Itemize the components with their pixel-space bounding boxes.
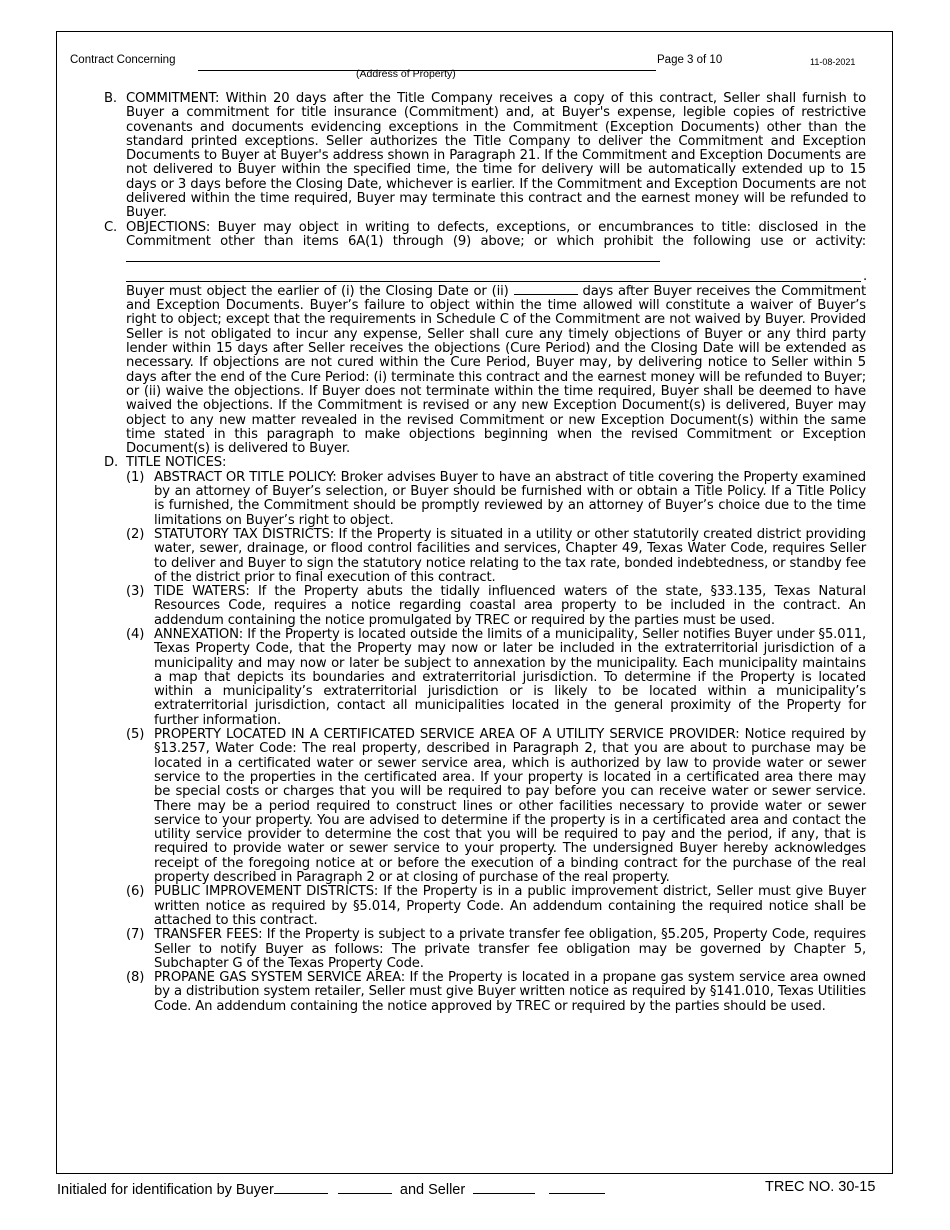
title-notice-number: (4) [126, 626, 145, 642]
period: . [862, 268, 867, 284]
section-c-text-a: Buyer must object the earlier of (i) the Closing Date or (ii) [126, 283, 509, 299]
seller-initial-1[interactable] [473, 1179, 535, 1194]
title-notice-text: ABSTRACT OR TITLE POLICY: Broker advises Buyer to have an abstract of title covering the Property examined by an attorney of Buyer’s selection, or Buyer should be furnished with or obtain a Title Policy. If a Title Policy is furnished, the Commitment should be promptly reviewed by an attorney of Buyer’s choice due to the time limitations on Buyer’s right to object. [154, 469, 866, 528]
form-date: 11-08-2021 [810, 57, 856, 67]
title-notice-text: PUBLIC IMPROVEMENT DISTRICTS: If the Property is in a public improvement district, Seller must give Buyer written notice as required by §5.014, Property Code. An addendum containing the required notice shall be attached to this contract. [154, 884, 866, 928]
title-notice-item [0, 928, 950, 971]
use-activity-blank-line2[interactable] [126, 267, 867, 284]
form-number: TREC NO. 30-15 [765, 1179, 876, 1195]
title-notice-text: PROPANE GAS SYSTEM SERVICE AREA: If the Property is located in a propane gas system service area owned by a distribution system retailer, Seller must give Buyer written notice as required by §141.010, Texas Utilities Code. An addendum containing the notice approved by TREC or required by the parties should be used. [154, 970, 866, 1014]
title-notice-number: (1) [126, 469, 145, 485]
title-notice-number: (6) [126, 884, 145, 900]
use-activity-blank[interactable] [126, 249, 660, 262]
section-c-text-b: days after Buyer receives the Commitment and Exception Documents. Buyer’s failure to object within the time allowed will constitute a waiver of Buyer’s right to object; except that the requirements in Schedule C of the Commitment are not waived by Buyer. Provided Seller is not obligated to incur any expense, Seller shall cure any timely objections of Buyer or any third party lender within 15 days after Seller receives the objections (Cure Period) and the Closing Date will be extended as necessary. If objections are not cured within the Cure Period, Buyer may, by delivering notice to Seller within 5 days after the end of the Cure Period: (i) terminate this contract and the earnest money will be refunded to Buyer; or (ii) waive the objections. If Buyer does not terminate within the time required, Buyer shall be deemed to have waived the objections. If the Commitment is revised or any new Exception Document(s) is delivered, Buyer may object to any new matter revealed in the revised Commitment or new Exception Document(s) within the same time stated in this paragraph to make objections beginning when the revised Commitment or Exception Document(s) is delivered to Buyer. [126, 283, 866, 457]
section-b-text: COMMITMENT: Within 20 days after the Title Company receives a copy of this contract, Seller shall furnish to Buyer a commitment for title insurance (Commitment) and, at Buyer's expense, legible copies of restrictive covenants and documents evidencing exceptions in the Commitment (Exception Documents) other than the standard printed exceptions. Seller authorizes the Title Company to deliver the Commitment and Exception Documents to Buyer at Buyer's address shown in Paragraph 21. If the Commitment and Exception Documents are not delivered to Buyer within the specified time, the time for delivery will be automatically extended up to 15 days or 3 days before the Closing Date, whichever is earlier. If the Commitment and Exception Documents are not delivered within the time required, Buyer may terminate this contract and the earnest money will be refunded to Buyer. [126, 91, 866, 221]
footer-initialed-label: Initialed for identification by Buyer [57, 1182, 274, 1198]
section-d-title: TITLE NOTICES: [126, 455, 227, 471]
footer-initials [57, 1179, 605, 1198]
title-notice-text: TIDE WATERS: If the Property abuts the tidally influenced waters of the state, §33.135, Texas Natural Resources Code, requires a notice regarding coastal area property to be included in the contract. An addendum containing the notice promulgated by TREC or required by the parties must be used. [154, 584, 866, 628]
title-notice-item [0, 971, 950, 1014]
objection-days-blank[interactable] [514, 282, 578, 295]
section-d-label: D. [104, 455, 119, 471]
section-d [0, 456, 950, 470]
contract-concerning-label: Contract Concerning [70, 54, 176, 66]
title-notice-item [0, 728, 950, 885]
document-body [0, 92, 950, 1014]
buyer-initial-1[interactable] [274, 1179, 328, 1194]
title-notice-number: (5) [126, 727, 145, 743]
title-notice-item [0, 528, 950, 585]
title-notice-text: STATUTORY TAX DISTRICTS: If the Property is situated in a utility or other statutorily created district providing water, sewer, drainage, or flood control facilities and services, Chapter 49, Texas Water Code, requires Seller to deliver and Buyer to sign the statutory notice relating to the tax rate, bonded indebtedness, or standby fee of the district prior to final execution of this contract. [154, 526, 866, 585]
section-b [0, 92, 950, 221]
title-notices-list [0, 471, 950, 1014]
title-notice-text: PROPERTY LOCATED IN A CERTIFICATED SERVICE AREA OF A UTILITY SERVICE PROVIDER: Notice required by §13.257, Water Code: The real property, described in Paragraph 2, that you are about to purchase may be located in a certificated water or sewer service area, which is authorized by law to provide water or sewer service to the properties in the certificated area. If your property is located in a certificated area there may be special costs or charges that you will be required to pay before you can receive water or sewer service. There may be a period required to construct lines or other facilities necessary to provide water or sewer service to your property. You are advised to determine if the property is in a certificated area and contact the utility service provider to determine the cost that you will be required to pay and the period, if any, that is required to provide water or sewer service to your property. The undersigned Buyer hereby acknowledges receipt of the foregoing notice at or before the execution of a binding contract for the purchase of the real property described in Paragraph 2 or at closing of purchase of the real property. [154, 727, 866, 886]
section-c-label: C. [104, 219, 118, 235]
seller-initial-2[interactable] [549, 1179, 605, 1194]
address-caption: (Address of Property) [356, 68, 456, 80]
section-c [0, 221, 950, 457]
title-notice-number: (3) [126, 584, 145, 600]
title-notice-text: TRANSFER FEES: If the Property is subject to a private transfer fee obligation, §5.205, Property Code, requires Seller to notify Buyer as follows: The private transfer fee obligation may be governed by Chapter 5, Subchapter G of the Texas Property Code. [154, 927, 866, 971]
title-notice-item [0, 471, 950, 528]
footer-and-seller: and Seller [399, 1182, 466, 1198]
section-c-intro: OBJECTIONS: Buyer may object in writing to defects, exceptions, or encumbrances to title: disclosed in the Commitment other than items 6A(1) through (9) above; or which prohibit the following use or activity: [126, 219, 866, 249]
section-b-label: B. [104, 91, 117, 106]
title-notice-item [0, 885, 950, 928]
title-notice-text: ANNEXATION: If the Property is located outside the limits of a municipality, Seller notifies Buyer under §5.011, Texas Property Code, that the Property may now or later be included in the extraterritorial jurisdiction of a municipality and may now or later be subject to annexation by the municipality. Each municipality maintains a map that depicts its boundaries and extraterritorial jurisdiction. To determine if the Property is located within a municipality’s extraterritorial jurisdiction or is likely to be located within a municipality’s extraterritorial jurisdiction, contact all municipalities located in the general proximity of the Property for further information. [154, 626, 866, 728]
title-notice-item [0, 585, 950, 628]
title-notice-number: (7) [126, 927, 145, 943]
buyer-initial-2[interactable] [338, 1179, 392, 1194]
title-notice-number: (8) [126, 970, 145, 986]
title-notice-item [0, 628, 950, 728]
title-notice-number: (2) [126, 526, 145, 542]
page-number: Page 3 of 10 [657, 54, 723, 66]
